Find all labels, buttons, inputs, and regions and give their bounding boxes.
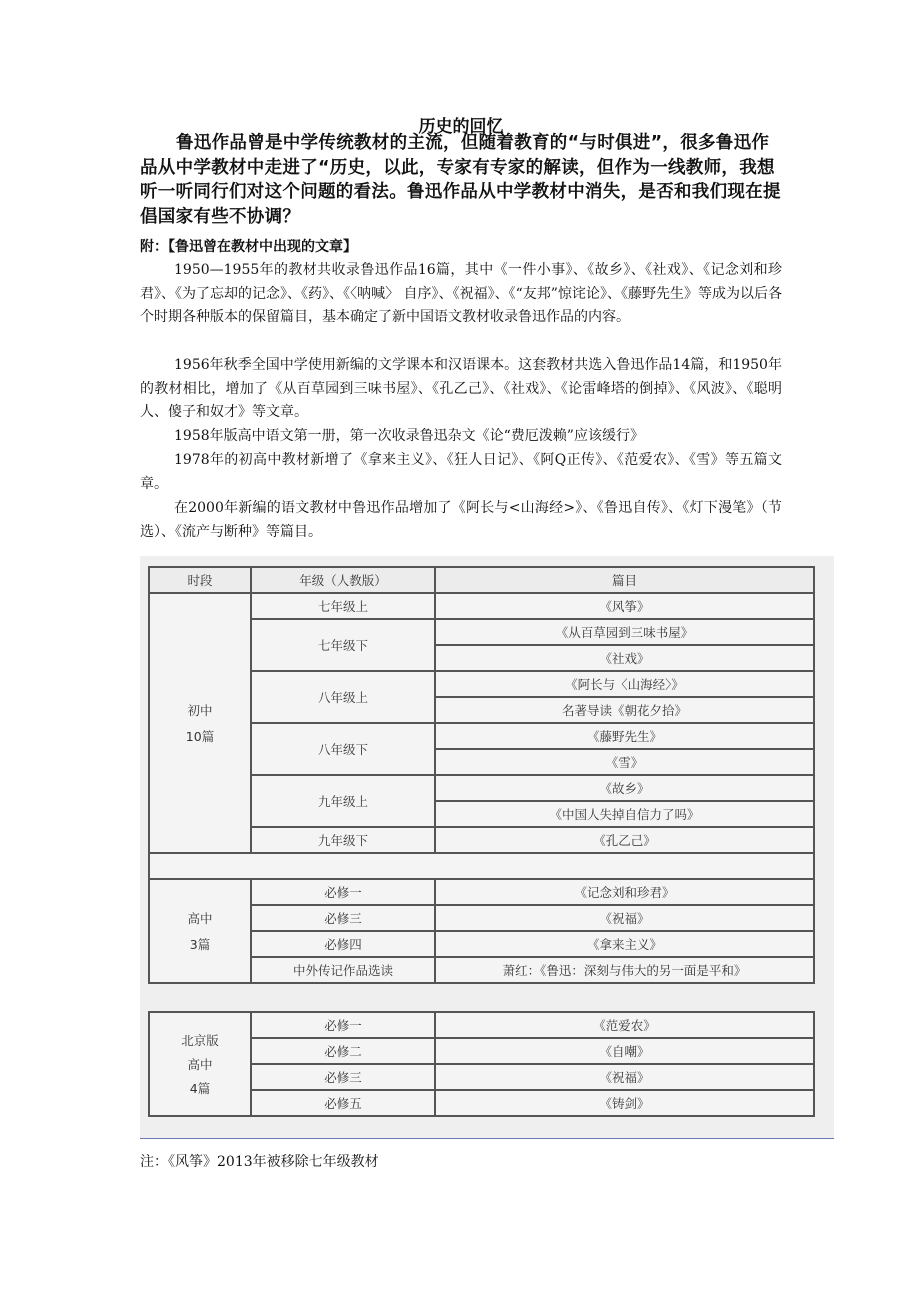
footnote: 注：《风筝》2013年被移除七年级教材 bbox=[140, 1154, 379, 1170]
title-cell: 《故乡》 bbox=[435, 775, 814, 801]
header-grade: 年级（人教版） bbox=[251, 567, 435, 593]
junior-label bbox=[149, 593, 251, 853]
title-cell: 《中国人失掉自信力了吗》 bbox=[435, 801, 814, 827]
title-cell: 《自嘲》 bbox=[435, 1038, 814, 1064]
grade-cell: 必修三 bbox=[251, 1064, 435, 1090]
title-cell: 《风筝》 bbox=[435, 593, 814, 619]
grade-cell: 七年级下 bbox=[251, 619, 435, 671]
title-cell: 《孔乙己》 bbox=[435, 827, 814, 853]
grade-cell: 必修三 bbox=[251, 905, 435, 931]
grade-cell: 必修五 bbox=[251, 1090, 435, 1116]
table-row bbox=[149, 1012, 814, 1038]
title-cell: 《祝福》 bbox=[435, 905, 814, 931]
grade-cell: 九年级下 bbox=[251, 827, 435, 853]
title-cell: 《藤野先生》 bbox=[435, 723, 814, 749]
paragraph-1950: 1950—1955年的教材共收录鲁迅作品16篇，其中《一件小事》、《故乡》、《社戏》、《记念刘和珍君》、《为了忘却的记念》、《药》、《〈呐喊〉 自序》、《祝福》、《“友邦”惊诧论》、《藤野先生》等成为以后各个时期各种版本的保留篇目，基本确定了新中国语文教材收录鲁迅作品的内容。 bbox=[140, 262, 782, 325]
grade-cell: 八年级下 bbox=[251, 723, 435, 775]
table-row bbox=[149, 593, 814, 619]
beijing-label-line2: 高中 bbox=[187, 1057, 213, 1072]
title-cell: 《铸剑》 bbox=[435, 1090, 814, 1116]
textbook-table-image bbox=[140, 556, 834, 1139]
junior-label-line2: 10篇 bbox=[185, 729, 215, 744]
paragraph-1956: 1956年秋季全国中学使用新编的文学课本和汉语课本。这套教材共选入鲁迅作品14篇，和1950年的教材相比，增加了《从百草园到三味书屋》、《孔乙己》、《社戏》、《论雷峰塔的倒掉》、《风波》、《聪明人、傻子和奴才》等文章。 bbox=[140, 357, 782, 420]
beijing-table bbox=[148, 1011, 815, 1117]
table-row bbox=[149, 879, 814, 905]
grade-cell: 七年级上 bbox=[251, 593, 435, 619]
paragraph-2000: 在2000年新编的语文教材中鲁迅作品增加了《阿长与<山海经>》、《鲁迅自传》、《灯下漫笔》（节选）、《流产与断种》等篇目。 bbox=[140, 500, 782, 540]
title-cell: 《社戏》 bbox=[435, 645, 814, 671]
senior-label-line1: 高中 bbox=[187, 911, 213, 926]
title-cell: 《阿长与〈山海经〉》 bbox=[435, 671, 814, 697]
intro-paragraph: 鲁迅作品曾是中学传统教材的主流，但随着教育的“与时俱进”，很多鲁迅作品从中学教材中走进了“历史，以此，专家有专家的解读，但作为一线教师，我想听一听同行们对这个问题的看法。鲁迅作品从中学教材中消失，是否和我们现在提倡国家有些不协调？ bbox=[140, 133, 781, 227]
page-title: 历史的回忆 bbox=[418, 117, 504, 137]
senior-label bbox=[149, 879, 251, 983]
title-cell: 《祝福》 bbox=[435, 1064, 814, 1090]
spacer-cell bbox=[149, 853, 814, 879]
paragraph-1958: 1958年版高中语文第一册，第一次收录鲁迅杂文《论“费厄泼赖”应该缓行》 bbox=[174, 428, 644, 444]
grade-cell: 必修四 bbox=[251, 931, 435, 957]
title-cell: 《拿来主义》 bbox=[435, 931, 814, 957]
table-header-row bbox=[149, 567, 814, 593]
title-cell: 《雪》 bbox=[435, 749, 814, 775]
beijing-label bbox=[149, 1012, 251, 1116]
beijing-label-line3: 4篇 bbox=[189, 1081, 211, 1096]
grade-cell: 必修二 bbox=[251, 1038, 435, 1064]
grade-cell: 八年级上 bbox=[251, 671, 435, 723]
beijing-label-line1: 北京版 bbox=[181, 1033, 219, 1048]
paragraph-1978: 1978年的初高中教材新增了《拿来主义》、《狂人日记》、《阿Q正传》、《范爱农》、《雪》等五篇文章。 bbox=[140, 452, 782, 492]
header-period: 时段 bbox=[149, 567, 251, 593]
grade-cell: 中外传记作品选读 bbox=[251, 957, 435, 983]
grade-cell: 必修一 bbox=[251, 1012, 435, 1038]
title-cell: 名著导读《朝花夕拾》 bbox=[435, 697, 814, 723]
junior-label-line1: 初中 bbox=[187, 703, 213, 718]
grade-cell: 必修一 bbox=[251, 879, 435, 905]
title-cell: 萧红：《鲁迅：深刻与伟大的另一面是平和》 bbox=[435, 957, 814, 983]
senior-label-line2: 3篇 bbox=[189, 937, 211, 952]
renjiao-table bbox=[148, 566, 815, 984]
title-cell: 《记念刘和珍君》 bbox=[435, 879, 814, 905]
title-cell: 《范爱农》 bbox=[435, 1012, 814, 1038]
table-spacer-row bbox=[149, 853, 814, 879]
grade-cell: 九年级上 bbox=[251, 775, 435, 827]
attachment-heading: 附：【鲁迅曾在教材中出现的文章】 bbox=[140, 239, 357, 255]
title-cell: 《从百草园到三味书屋》 bbox=[435, 619, 814, 645]
header-titles: 篇目 bbox=[435, 567, 814, 593]
